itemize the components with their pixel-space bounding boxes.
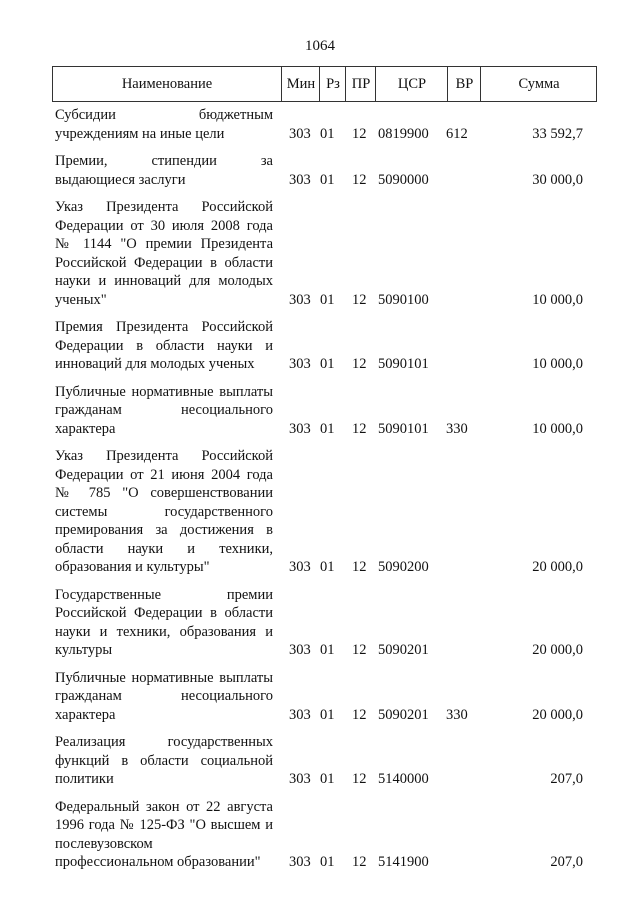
row-sum: 207,0 [550, 854, 583, 870]
row-min: 303 [289, 854, 311, 870]
row-pr: 12 [352, 291, 367, 308]
row-rz: 01 [320, 559, 335, 575]
header-csr: ЦСР [375, 67, 448, 101]
row-sum: 20 000,0 [532, 642, 583, 658]
row-csr: 5141900 [378, 854, 429, 870]
header-pr: ПР [345, 67, 376, 101]
row-pr: 12 [352, 854, 367, 870]
header-rz: Рз [319, 67, 346, 101]
header-min: Мин [281, 67, 320, 101]
row-pr: 12 [352, 771, 367, 787]
row-min: 303 [289, 125, 311, 142]
row-sum: 207,0 [550, 771, 583, 787]
row-csr: 5090200 [378, 559, 429, 575]
table-row [52, 318, 597, 374]
row-csr: 5090000 [378, 171, 429, 188]
row-vr: 612 [446, 125, 468, 142]
row-rz: 01 [320, 771, 335, 787]
row-name: Указ Президента Российской Федерации от 21 июня 2004 года № 785 "О совершенствовании системы государственного премирования за достижения в области науки и техники, образования и культуры" [55, 448, 273, 575]
row-pr: 12 [352, 420, 367, 437]
row-csr: 5090101 [378, 356, 429, 372]
row-rz: 01 [320, 420, 335, 437]
row-pr: 12 [352, 559, 367, 575]
row-min: 303 [289, 356, 311, 372]
row-csr: 5090100 [378, 291, 429, 308]
row-name: Указ Президента Российской Федерации от 30 июля 2008 года № 1144 "О премии Президента Российской Федерации в области науки и инноваций для молодых ученых" [55, 199, 273, 308]
row-sum: 20 000,0 [532, 706, 583, 723]
row-name: Публичные нормативные выплаты гражданам несоциального характера [55, 669, 273, 723]
row-sum: 30 000,0 [532, 171, 583, 188]
page-number: 1064 [305, 38, 335, 54]
row-csr: 5140000 [378, 771, 429, 787]
row-min: 303 [289, 771, 311, 787]
row-pr: 12 [352, 125, 367, 142]
table-row [52, 447, 597, 577]
table-header [52, 66, 597, 102]
header-sum: Сумма [480, 67, 597, 101]
row-csr: 5090201 [378, 706, 429, 723]
row-name: Премия Президента Российской Федерации в области науки и инноваций для молодых ученых [55, 319, 273, 372]
row-min: 303 [289, 171, 311, 188]
row-rz: 01 [320, 171, 335, 188]
table-row [52, 383, 597, 439]
row-min: 303 [289, 559, 311, 575]
row-vr: 330 [446, 706, 468, 723]
row-sum: 10 000,0 [532, 420, 583, 437]
table-row [52, 106, 597, 143]
row-min: 303 [289, 642, 311, 658]
row-name: Реализация государственных функций в области социальной политики [55, 734, 273, 787]
row-sum: 10 000,0 [532, 291, 583, 308]
table-row [52, 798, 597, 872]
row-rz: 01 [320, 125, 335, 142]
row-min: 303 [289, 706, 311, 723]
row-pr: 12 [352, 356, 367, 372]
row-rz: 01 [320, 642, 335, 658]
table-row [52, 733, 597, 789]
table-row [52, 669, 597, 725]
row-rz: 01 [320, 291, 335, 308]
row-rz: 01 [320, 854, 335, 870]
row-pr: 12 [352, 706, 367, 723]
row-pr: 12 [352, 642, 367, 658]
row-rz: 01 [320, 356, 335, 372]
table-row [52, 152, 597, 189]
row-csr: 0819900 [378, 125, 429, 142]
row-rz: 01 [320, 706, 335, 723]
row-sum: 10 000,0 [532, 356, 583, 372]
table-row [52, 586, 597, 660]
row-min: 303 [289, 420, 311, 437]
row-min: 303 [289, 291, 311, 308]
row-name: Премии, стипендии за выдающиеся заслуги [55, 153, 273, 188]
row-csr: 5090201 [378, 642, 429, 658]
row-sum: 33 592,7 [532, 125, 583, 142]
header-name: Наименование [121, 76, 213, 92]
row-name: Государственные премии Российской Федерации в области науки и техники, образования и культуры [55, 586, 273, 658]
row-name: Федеральный закон от 22 августа 1996 года № 125-ФЗ "О высшем и послевузовском профессиональном образовании" [55, 798, 273, 870]
table-row [52, 198, 597, 309]
row-name: Субсидии бюджетным учреждениям на иные цели [55, 107, 273, 142]
row-csr: 5090101 [378, 420, 429, 437]
row-vr: 330 [446, 420, 468, 437]
row-pr: 12 [352, 171, 367, 188]
header-vr: ВР [447, 67, 481, 101]
table-body [52, 106, 597, 881]
row-sum: 20 000,0 [532, 559, 583, 575]
row-name: Публичные нормативные выплаты гражданам несоциального характера [55, 383, 273, 437]
